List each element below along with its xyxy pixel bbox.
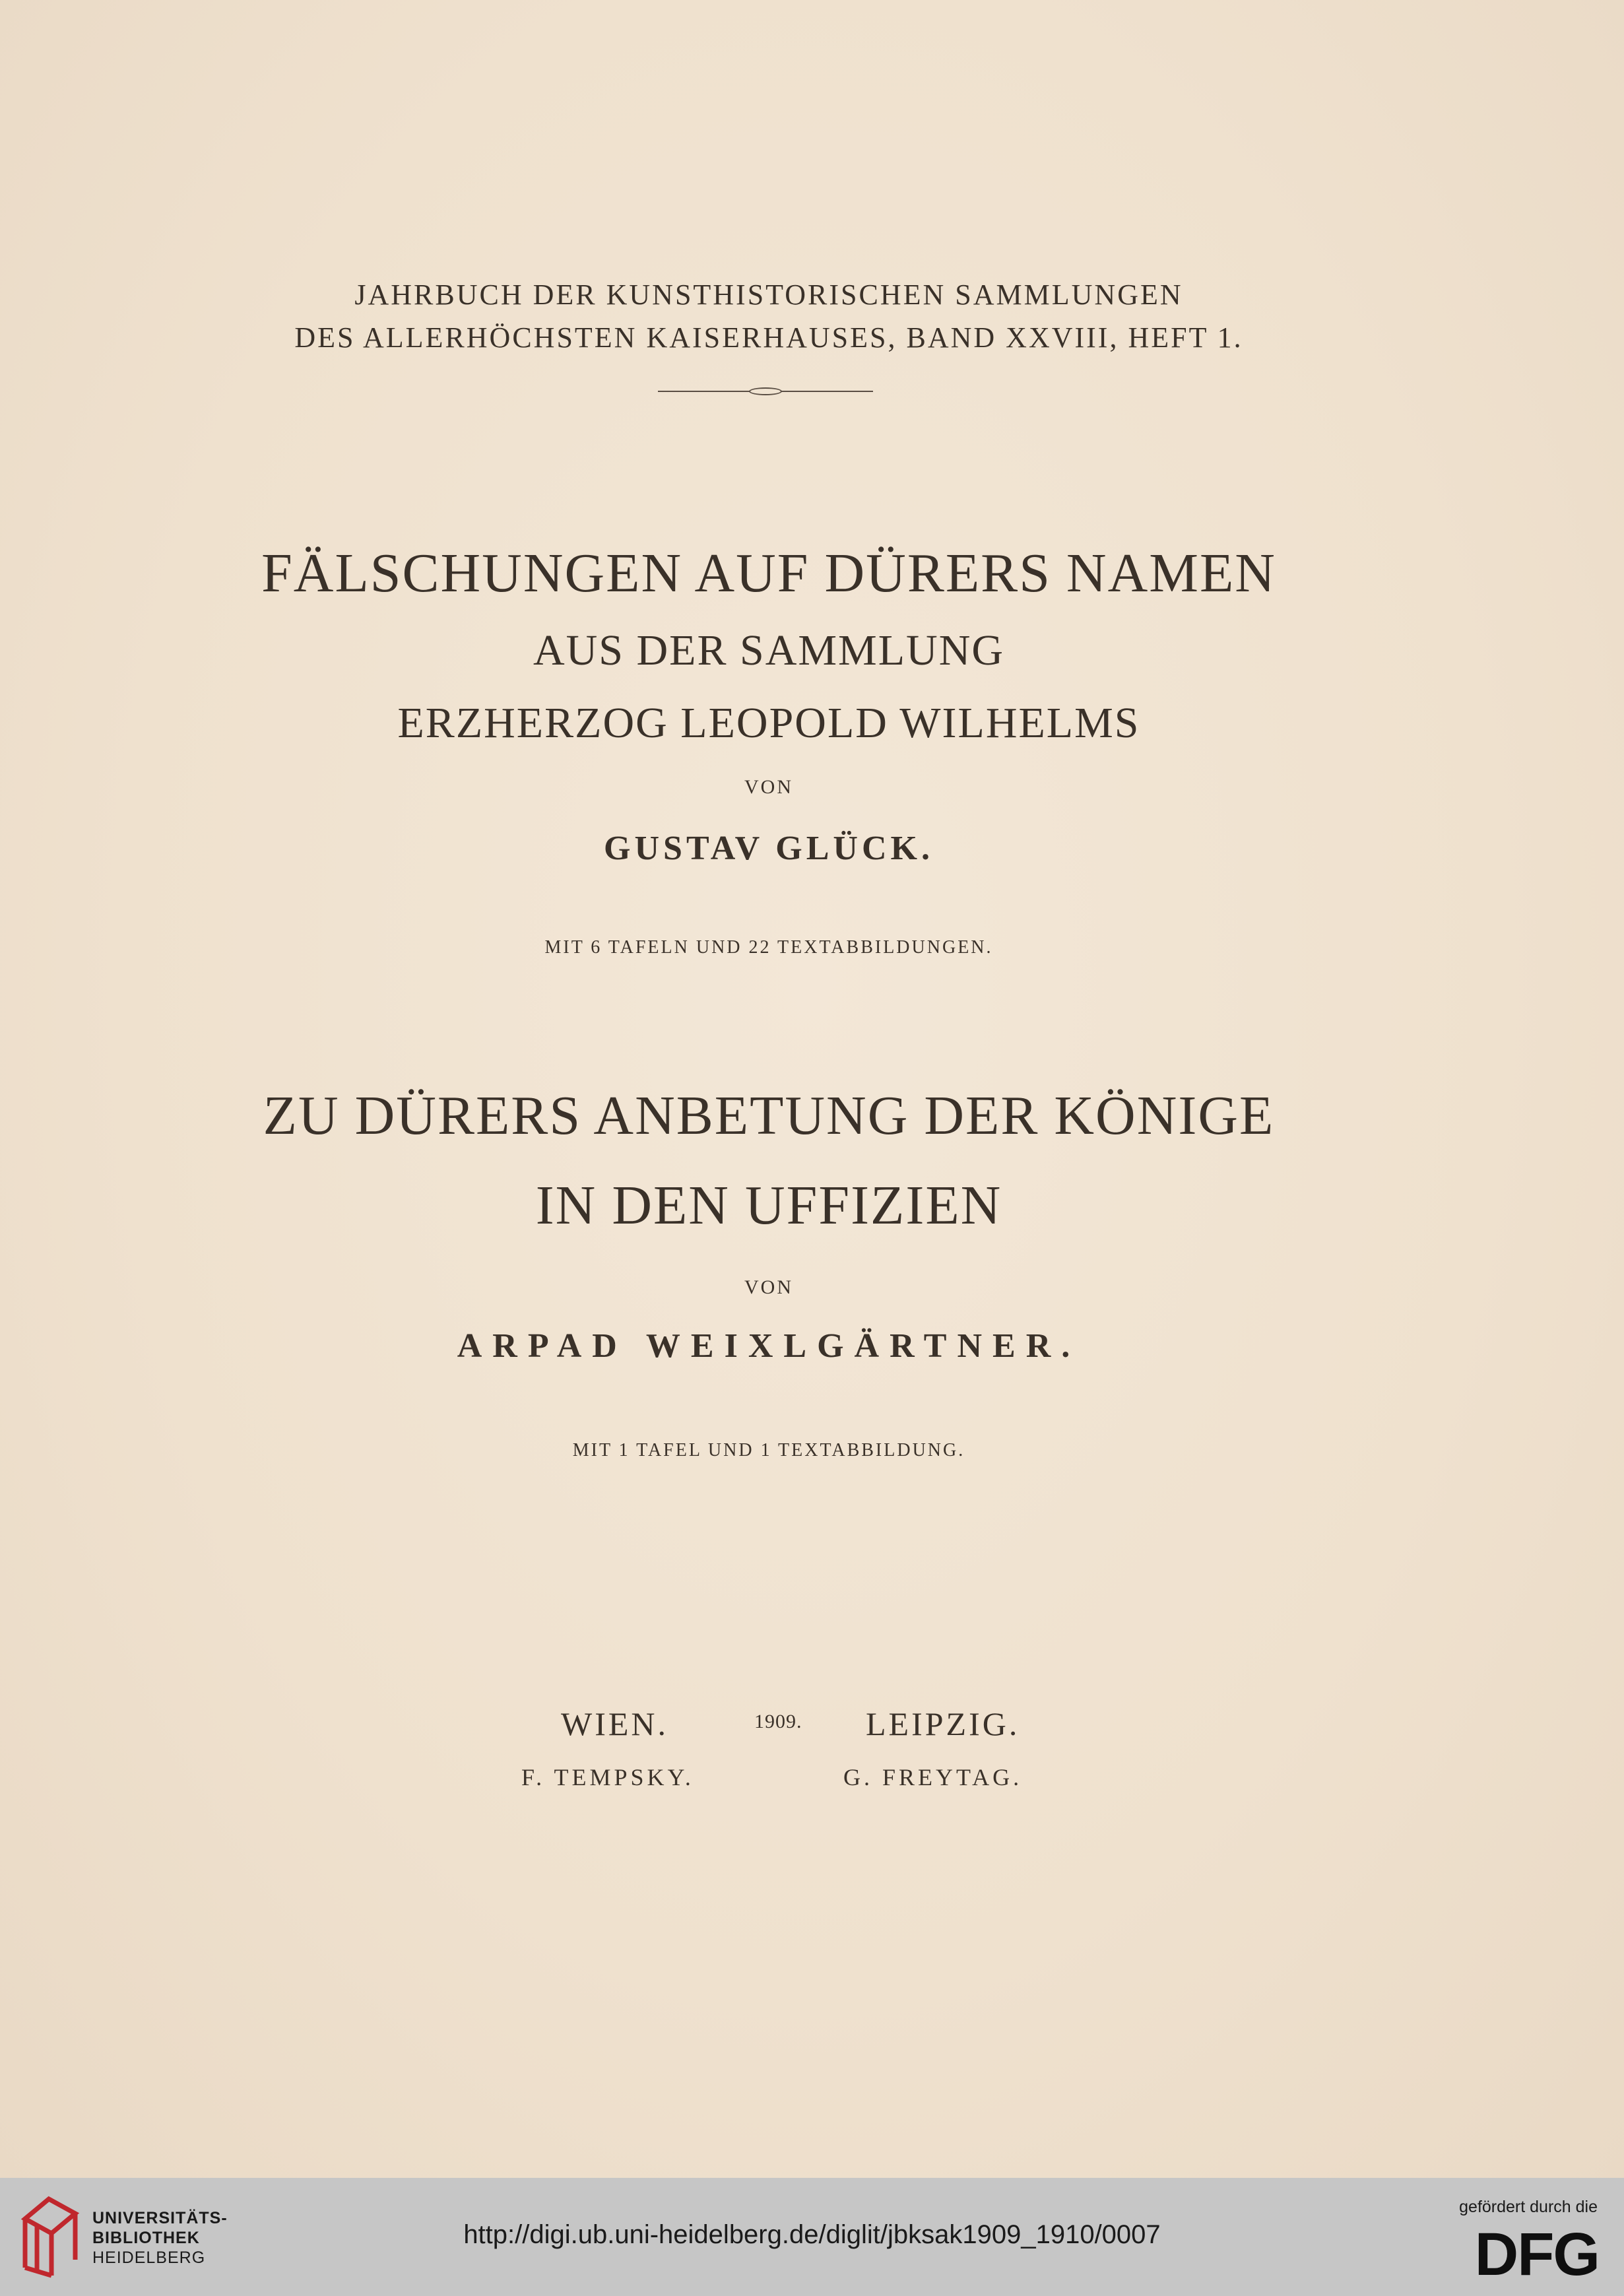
journal-title-line-1: JAHRBUCH DER KUNSTHISTORISCHEN SAMMLUNGEN <box>354 279 1183 311</box>
article-2-author: ARPAD WEIXLGÄRTNER. <box>457 1327 1081 1365</box>
imprint-publisher-freytag: G. FREYTAG. <box>843 1764 1023 1790</box>
article-1-author: GUSTAV GLÜCK. <box>604 830 934 867</box>
article-1-subtitle-1: AUS DER SAMMLUNG <box>533 626 1005 674</box>
imprint-year: 1909. <box>754 1711 802 1732</box>
article-1-von: VON <box>744 776 793 798</box>
imprint-city-leipzig: LEIPZIG. <box>866 1705 1020 1742</box>
article-2-title: ZU DÜRERS ANBETUNG DER KÖNIGE <box>263 1085 1275 1146</box>
digitization-footer <box>0 2178 1624 2296</box>
article-1-subtitle-2: ERZHERZOG LEOPOLD WILHELMS <box>397 699 1140 747</box>
imprint-city-wien: WIEN. <box>561 1705 668 1742</box>
dfg-logo: DFG <box>1474 2221 1599 2288</box>
imprint-publisher-tempsky: F. TEMPSKY. <box>521 1764 694 1790</box>
document-url-link[interactable]: http://digi.ub.uni-heidelberg.de/diglit/jbksak1909_1910/0007 <box>463 2220 1161 2249</box>
university-library-name: UNIVERSITÄTS- BIBLIOTHEK HEIDELBERG <box>92 2209 228 2267</box>
article-2-illustrations: MIT 1 TAFEL UND 1 TEXTABBILDUNG. <box>572 1440 965 1460</box>
article-1-illustrations: MIT 6 TAFELN UND 22 TEXTABBILDUNGEN. <box>544 937 993 958</box>
article-2-von: VON <box>744 1276 793 1298</box>
funding-label: gefördert durch die <box>1459 2198 1598 2216</box>
article-2-subtitle: IN DEN UFFIZIEN <box>535 1175 1002 1236</box>
article-1-title: FÄLSCHUNGEN AUF DÜRERS NAMEN <box>261 542 1276 604</box>
ornament-divider <box>658 386 873 397</box>
journal-title-line-2: DES ALLERHÖCHSTEN KAISERHAUSES, BAND XXVIII, HEFT 1. <box>294 321 1243 354</box>
